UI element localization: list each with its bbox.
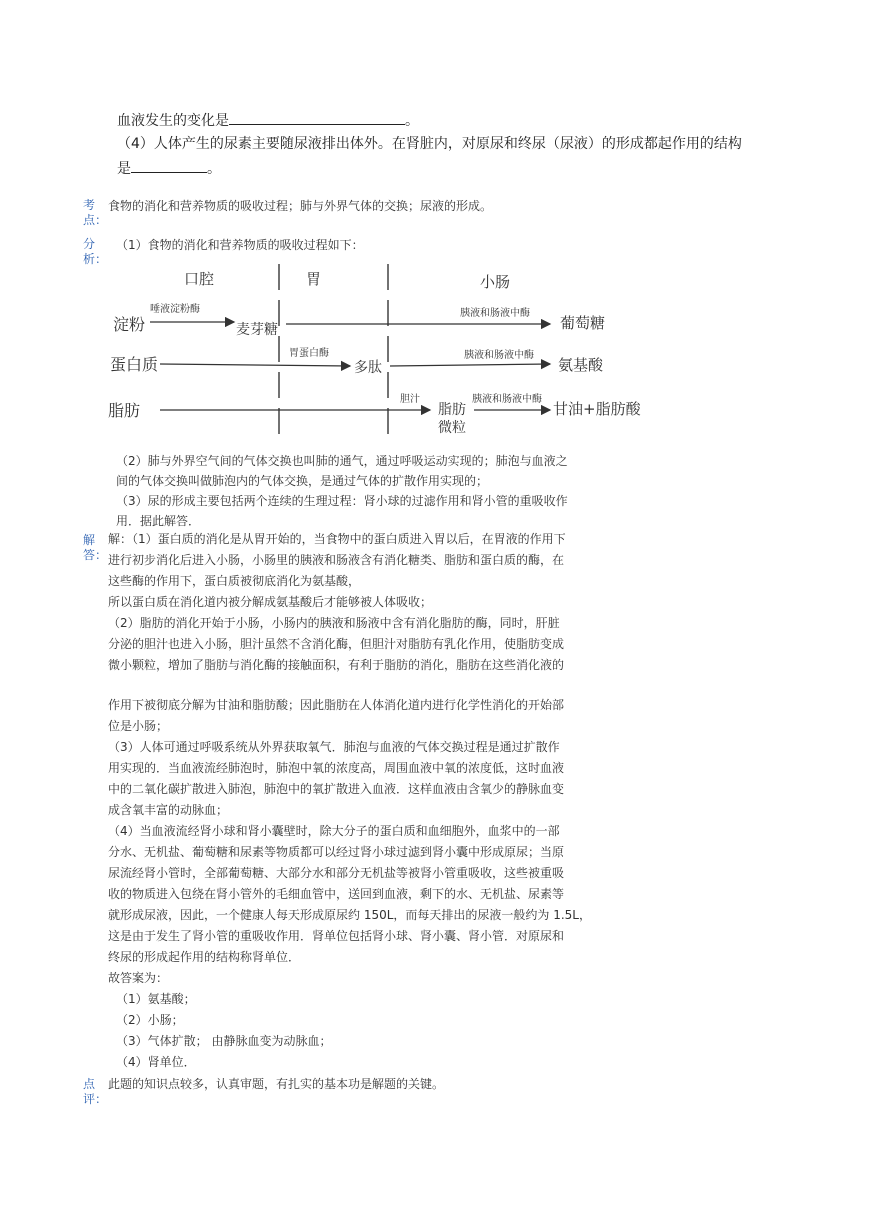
- answer-line: 这是由于发生了肾小管的重吸收作用．肾单位包括肾小球、肾小囊、肾小管．对原尿和: [108, 929, 565, 943]
- starch-start: 淀粉: [113, 315, 146, 334]
- starch-end: 葡萄糖: [560, 314, 606, 332]
- answer-line: 成含氧丰富的动脉血；: [108, 803, 229, 817]
- fat-enzyme1: 胆汁: [400, 394, 420, 405]
- answer-line: （4）当血液流经肾小球和肾小囊壁时，除大分子的蛋白质和血细胞外，血浆中的一部: [108, 824, 560, 838]
- analysis-line: 间的气体交换叫做肺泡内的气体交换，是通过气体的扩散作用实现的；: [116, 474, 489, 488]
- answer-line: 尿流经肾小管时，全部葡萄糖、大部分水和部分无机盐等被肾小管重吸收，这些被重吸: [108, 866, 565, 880]
- question-line-1: 血液发生的变化是 。: [117, 110, 419, 131]
- kaodian-label: 考 点：: [83, 198, 108, 227]
- fat-enzyme2: 胰液和肠液中酶: [472, 394, 542, 405]
- fat-start: 脂肪: [108, 401, 141, 420]
- answer-line: （2）脂肪的消化开始于小肠，小肠内的胰液和肠液中含有消化脂肪的酶，同时，肝脏: [108, 616, 560, 630]
- answer-line: 就形成尿液，因此，一个健康人每天形成原尿约 150L，而每天排出的尿液一般约为 1.5L，: [108, 908, 591, 922]
- answer-line: 用实现的．当血液流经肺泡时，肺泡中氧的浓度高，周围血液中氧的浓度低，这时血液: [108, 761, 565, 775]
- answer-blank-1: [229, 110, 405, 125]
- answer-line: 解：（1）蛋白质的消化是从胃开始的，当食物中的蛋白质进入胃以后，在胃液的作用下: [108, 532, 566, 546]
- answer-blank-2: [131, 158, 207, 173]
- starch-enzyme1: 唾液淀粉酶: [150, 304, 200, 315]
- answer-line: （4）肾单位．: [116, 1055, 196, 1069]
- header-intestine: 小肠: [480, 273, 511, 291]
- answer-line: 故答案为：: [108, 971, 169, 985]
- dianping-label: 点 评：: [83, 1077, 108, 1106]
- protein-end: 氨基酸: [558, 356, 604, 374]
- kaodian-text: 食物的消化和营养物质的吸收过程；肺与外界气体的交换；尿液的形成。: [108, 199, 493, 213]
- fat-mid2: 微粒: [438, 420, 466, 436]
- analysis-line: （3）尿的形成主要包括两个连续的生理过程：肾小球的过滤作用和肾小管的重吸收作: [116, 494, 568, 508]
- answer-line: 收的物质进入包绕在肾小管外的毛细血管中，送回到血液，剩下的水、无机盐、尿素等: [108, 887, 565, 901]
- answer-line: （1）氨基酸；: [116, 992, 196, 1006]
- answer-line: 分水、无机盐、葡萄糖和尿素等物质都可以经过肾小球过滤到肾小囊中形成原尿；当原: [108, 845, 565, 859]
- answer-line: （2）小肠；: [116, 1013, 184, 1027]
- answer-line: 中的二氧化碳扩散进入肺泡，肺泡中的氧扩散进入血液．这样血液由含氧少的静脉血变: [108, 782, 565, 796]
- starch-enzyme2: 胰液和肠液中酶: [460, 308, 530, 319]
- answer-line: （3）人体可通过呼吸系统从外界获取氧气．肺泡与血液的气体交换过程是通过扩散作: [108, 740, 560, 754]
- digestion-diagram: [0, 262, 869, 442]
- starch-mid: 麦芽糖: [236, 322, 278, 338]
- answer-line: 分泌的胆汁也进入小肠，胆汁虽然不含消化酶，但胆汁对脂肪有乳化作用，使脂肪变成: [108, 637, 565, 651]
- analysis-line: 用．据此解答．: [116, 514, 201, 528]
- fat-mid1: 脂肪: [438, 402, 466, 418]
- protein-mid: 多肽: [354, 360, 382, 376]
- question-line-3: 是 。: [117, 158, 221, 179]
- protein-enzyme1: 胃蛋白酶: [289, 348, 329, 359]
- header-mouth: 口腔: [184, 270, 215, 288]
- answer-line: 进行初步消化后进入小肠，小肠里的胰液和肠液含有消化糖类、脂肪和蛋白质的酶，在: [108, 553, 565, 567]
- header-stomach: 胃: [306, 270, 322, 288]
- answer-line: （3）气体扩散； 由静脉血变为动脉血；: [116, 1034, 332, 1048]
- question-line-2: （4）人体产生的尿素主要随尿液排出体外。在肾脏内，对原尿和终尿（尿液）的形成都起作用的结构: [117, 136, 742, 152]
- answer-line: 所以蛋白质在消化道内被分解成氨基酸后才能够被人体吸收；: [108, 595, 433, 609]
- protein-enzyme2: 胰液和肠液中酶: [464, 350, 534, 361]
- dianping-text: 此题的知识点较多，认真审题，有扎实的基本功是解题的关键。: [108, 1077, 445, 1091]
- fat-end: 甘油+脂肪酸: [553, 400, 641, 418]
- analysis-line: （2）肺与外界空气间的气体交换也叫肺的通气，通过呼吸运动实现的；肺泡与血液之: [116, 454, 568, 468]
- fenxi-intro: （1）食物的消化和营养物质的吸收过程如下：: [116, 238, 364, 252]
- answer-line: 微小颗粒，增加了脂肪与消化酶的接触面积，有利于脂肪的消化，脂肪在这些消化液的: [108, 658, 565, 672]
- answer-line: 位是小肠；: [108, 719, 169, 733]
- jieda-label: 解 答：: [83, 533, 108, 562]
- answer-line: 作用下被彻底分解为甘油和脂肪酸；因此脂肪在人体消化道内进行化学性消化的开始部: [108, 698, 565, 712]
- answer-line: 这些酶的作用下，蛋白质被彻底消化为氨基酸，: [108, 574, 361, 588]
- answer-line: 终尿的形成起作用的结构称肾单位．: [108, 950, 301, 964]
- fenxi-label: 分 析：: [83, 237, 108, 266]
- protein-start: 蛋白质: [110, 355, 159, 374]
